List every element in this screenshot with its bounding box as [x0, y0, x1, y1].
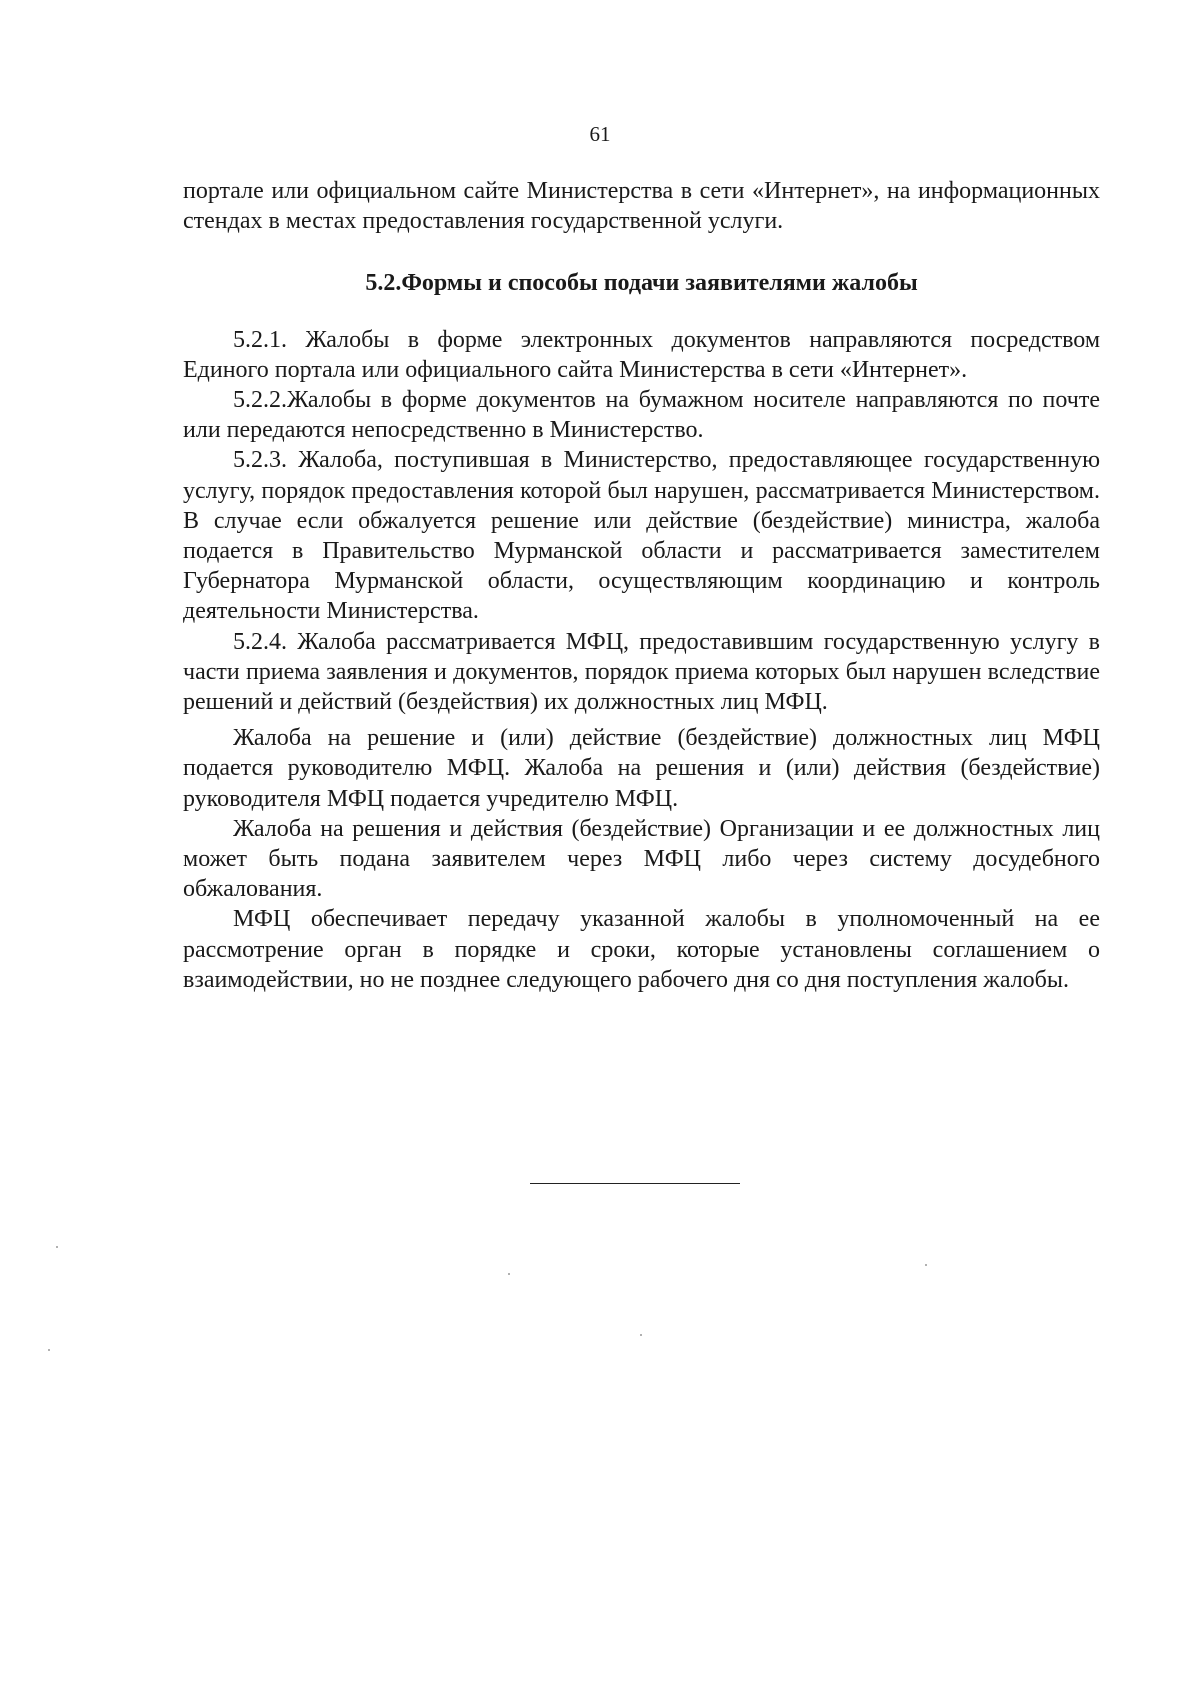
paragraph-organization-complaint: Жалоба на решения и действия (бездействие) Организации и ее должностных лиц может быть подана заявителем через МФЦ либо через систему досудебного обжалования. [183, 815, 1100, 903]
paragraph-mfc-complaint: Жалоба на решение и (или) действие (бездействие) должностных лиц МФЦ подается руководителю МФЦ. Жалоба на решения и (или) действия (бездействие) руководителя МФЦ подается учредителю МФЦ. [183, 725, 1100, 812]
end-of-text-rule [530, 1183, 740, 1184]
paragraph-5-2-3: 5.2.3. Жалоба, поступившая в Министерство, предоставляющее государственную услугу, порядок предоставления которой был нарушен, рассматривается Министерством. В случае если обжалуется решение или действие (бездействие) министра, жалоба подается в Правительство Мурманской области и рассматривается заместителем Губернатора Мурманской области, осуществляющим координацию и контроль деятельности Министерства. [183, 447, 1100, 625]
scan-speck [48, 1349, 50, 1351]
intro-continuation: порталe или официальном сайте Министерства в сети «Интернет», на информационных стендах в местах предоставления государственной услуги. [183, 178, 1100, 235]
paragraph-5-2-4: 5.2.4. Жалоба рассматривается МФЦ, предоставившим государственную услугу в части приема заявления и документов, порядок приема которых был нарушен вследствие решений и действий (бездействия) их должностных лиц МФЦ. [183, 628, 1100, 716]
paragraph-5-2-1: 5.2.1. Жалобы в форме электронных документов направляются посредством Единого портала или официального сайта Министерства в сети «Интернет». [183, 326, 1100, 383]
scan-speck [56, 1246, 58, 1248]
page-number: 61 [589, 122, 611, 146]
scan-speck [925, 1264, 927, 1266]
scan-speck [640, 1334, 642, 1336]
section-heading: 5.2.Формы и способы подачи заявителями жалобы [365, 270, 918, 297]
scan-speck [508, 1273, 510, 1275]
paragraph-5-2-2: 5.2.2.Жалобы в форме документов на бумажном носителе направляются по почте или передаются непосредственно в Министерство. [183, 387, 1100, 444]
document-body [183, 176, 1100, 995]
paragraph-mfc-transfer: МФЦ обеспечивает передачу указанной жалобы в уполномоченный на ее рассмотрение орган в порядке и сроки, которые установлены соглашением о взаимодействии, но не позднее следующего рабочего дня со дня поступления жалобы. [183, 906, 1100, 993]
